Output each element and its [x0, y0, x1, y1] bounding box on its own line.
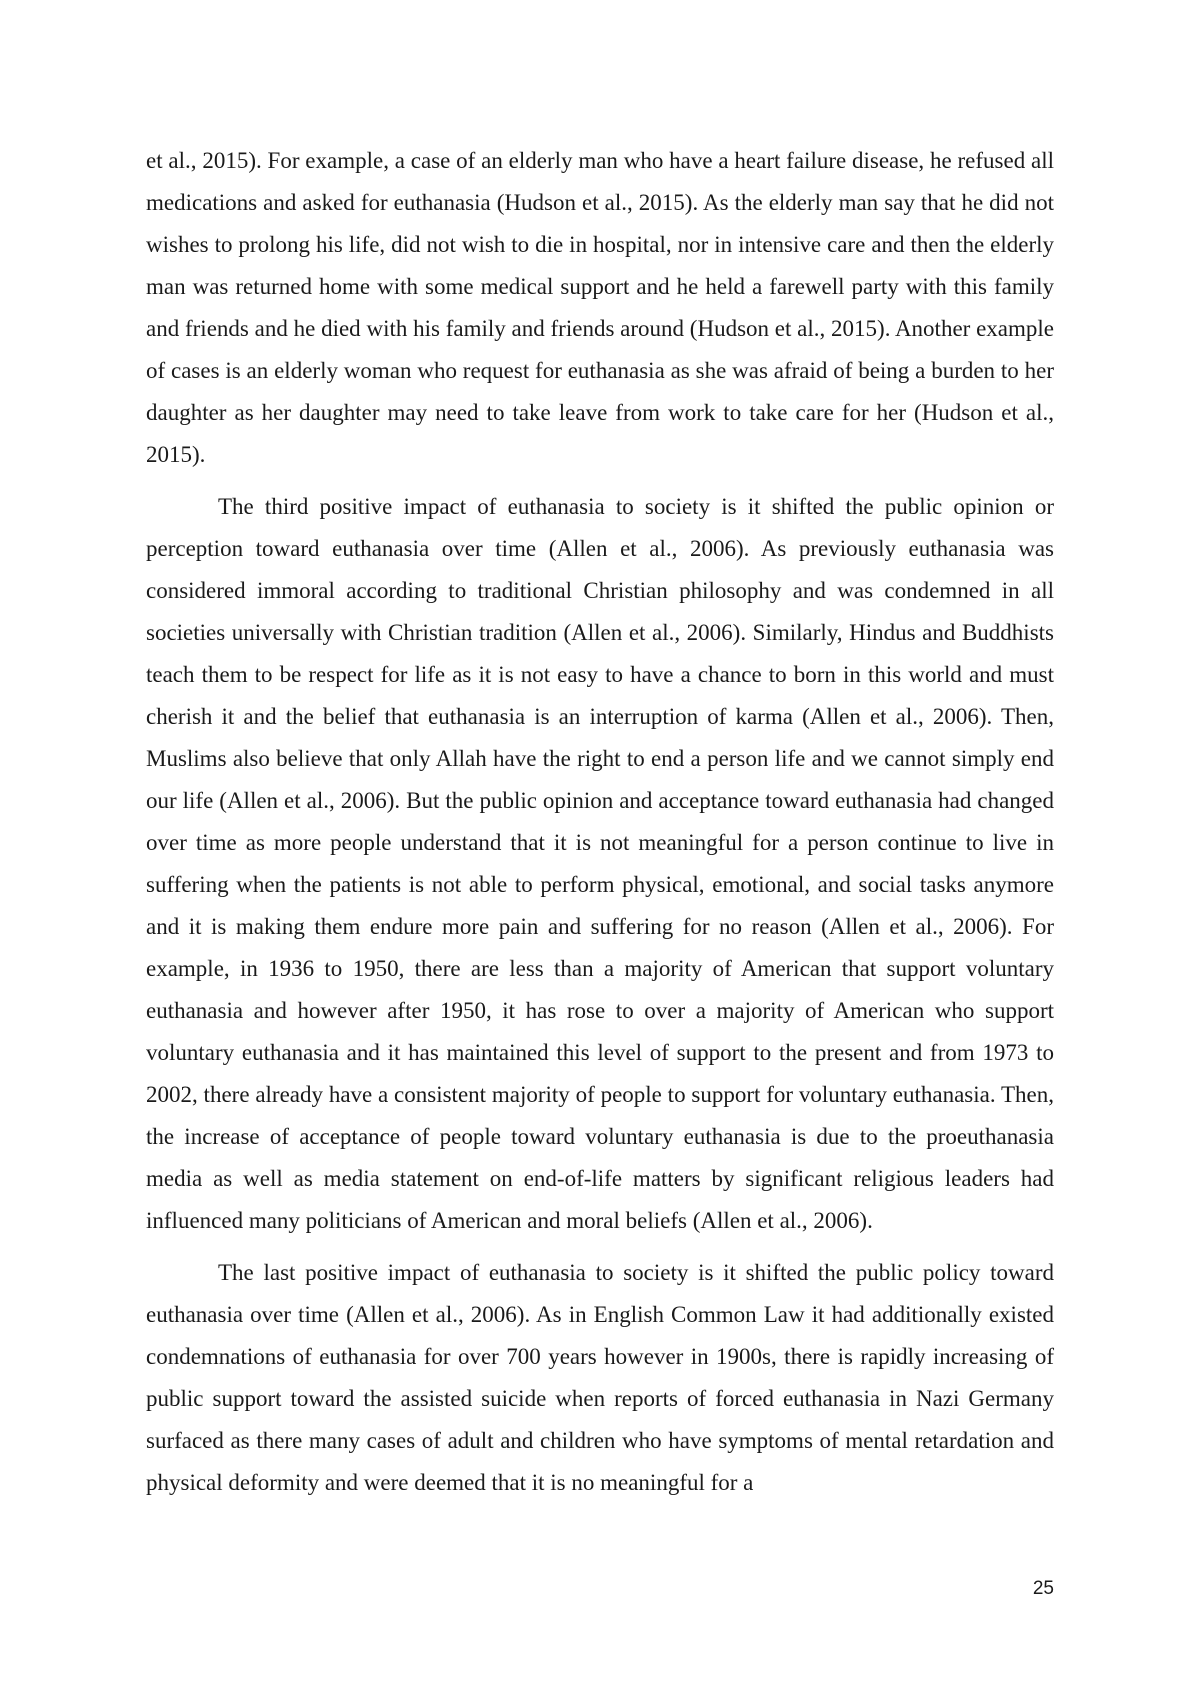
body-text — [146, 140, 1054, 1504]
paragraph-last-impact: The last positive impact of euthanasia to society is it shifted the public policy toward euthanasia over time (Allen et al., 2006). As in English Common Law it had additionally existed condemnations of euthanasia for over 700 years however in 1900s, there is rapidly increasing of public support toward the assisted suicide when reports of forced euthanasia in Nazi Germany surfaced as there many cases of adult and children who have symptoms of mental retardation and physical deformity and were deemed that it is no meaningful for a — [146, 1260, 1054, 1495]
paragraph-third-impact: The third positive impact of euthanasia to society is it shifted the public opinion or perception toward euthanasia over time (Allen et al., 2006). As previously euthanasia was considered immoral according to traditional Christian philosophy and was condemned in all societies universally with Christian tradition (Allen et al., 2006). Similarly, Hindus and Buddhists teach them to be respect for life as it is not easy to have a chance to born in this world and must cherish it and the belief that euthanasia is an interruption of karma (Allen et al., 2006). Then, Muslims also believe that only Allah have the right to end a person life and we cannot simply end our life (Allen et al., 2006). But the public opinion and acceptance toward euthanasia had changed over time as more people understand that it is not meaningful for a person continue to live in suffering when the patients is not able to perform physical, emotional, and social tasks anymore and it is making them endure more pain and suffering for no reason (Allen et al., 2006). For example, in 1936 to 1950, there are less than a majority of American that support voluntary euthanasia and however after 1950, it has rose to over a majority of American who support voluntary euthanasia and it has maintained this level of support to the present and from 1973 to 2002, there already have a consistent majority of people to support for voluntary euthanasia. Then, the increase of acceptance of people toward voluntary euthanasia is due to the proeuthanasia media as well as media statement on end-of-life matters by significant religious leaders had influenced many politicians of American and moral beliefs (Allen et al., 2006). — [146, 494, 1054, 1233]
page-number: 25 — [1032, 1578, 1054, 1599]
paragraph-continuation: et al., 2015). For example, a case of an elderly man who have a heart failure disease, he refused all medications and asked for euthanasia (Hudson et al., 2015). As the elderly man say that he did not wishes to prolong his life, did not wish to die in hospital, nor in intensive care and then the elderly man was returned home with some medical support and he held a farewell party with this family and friends and he died with his family and friends around (Hudson et al., 2015). Another example of cases is an elderly woman who request for euthanasia as she was afraid of being a burden to her daughter as her daughter may need to take leave from work to take care for her (Hudson et al., 2015). — [146, 148, 1054, 467]
